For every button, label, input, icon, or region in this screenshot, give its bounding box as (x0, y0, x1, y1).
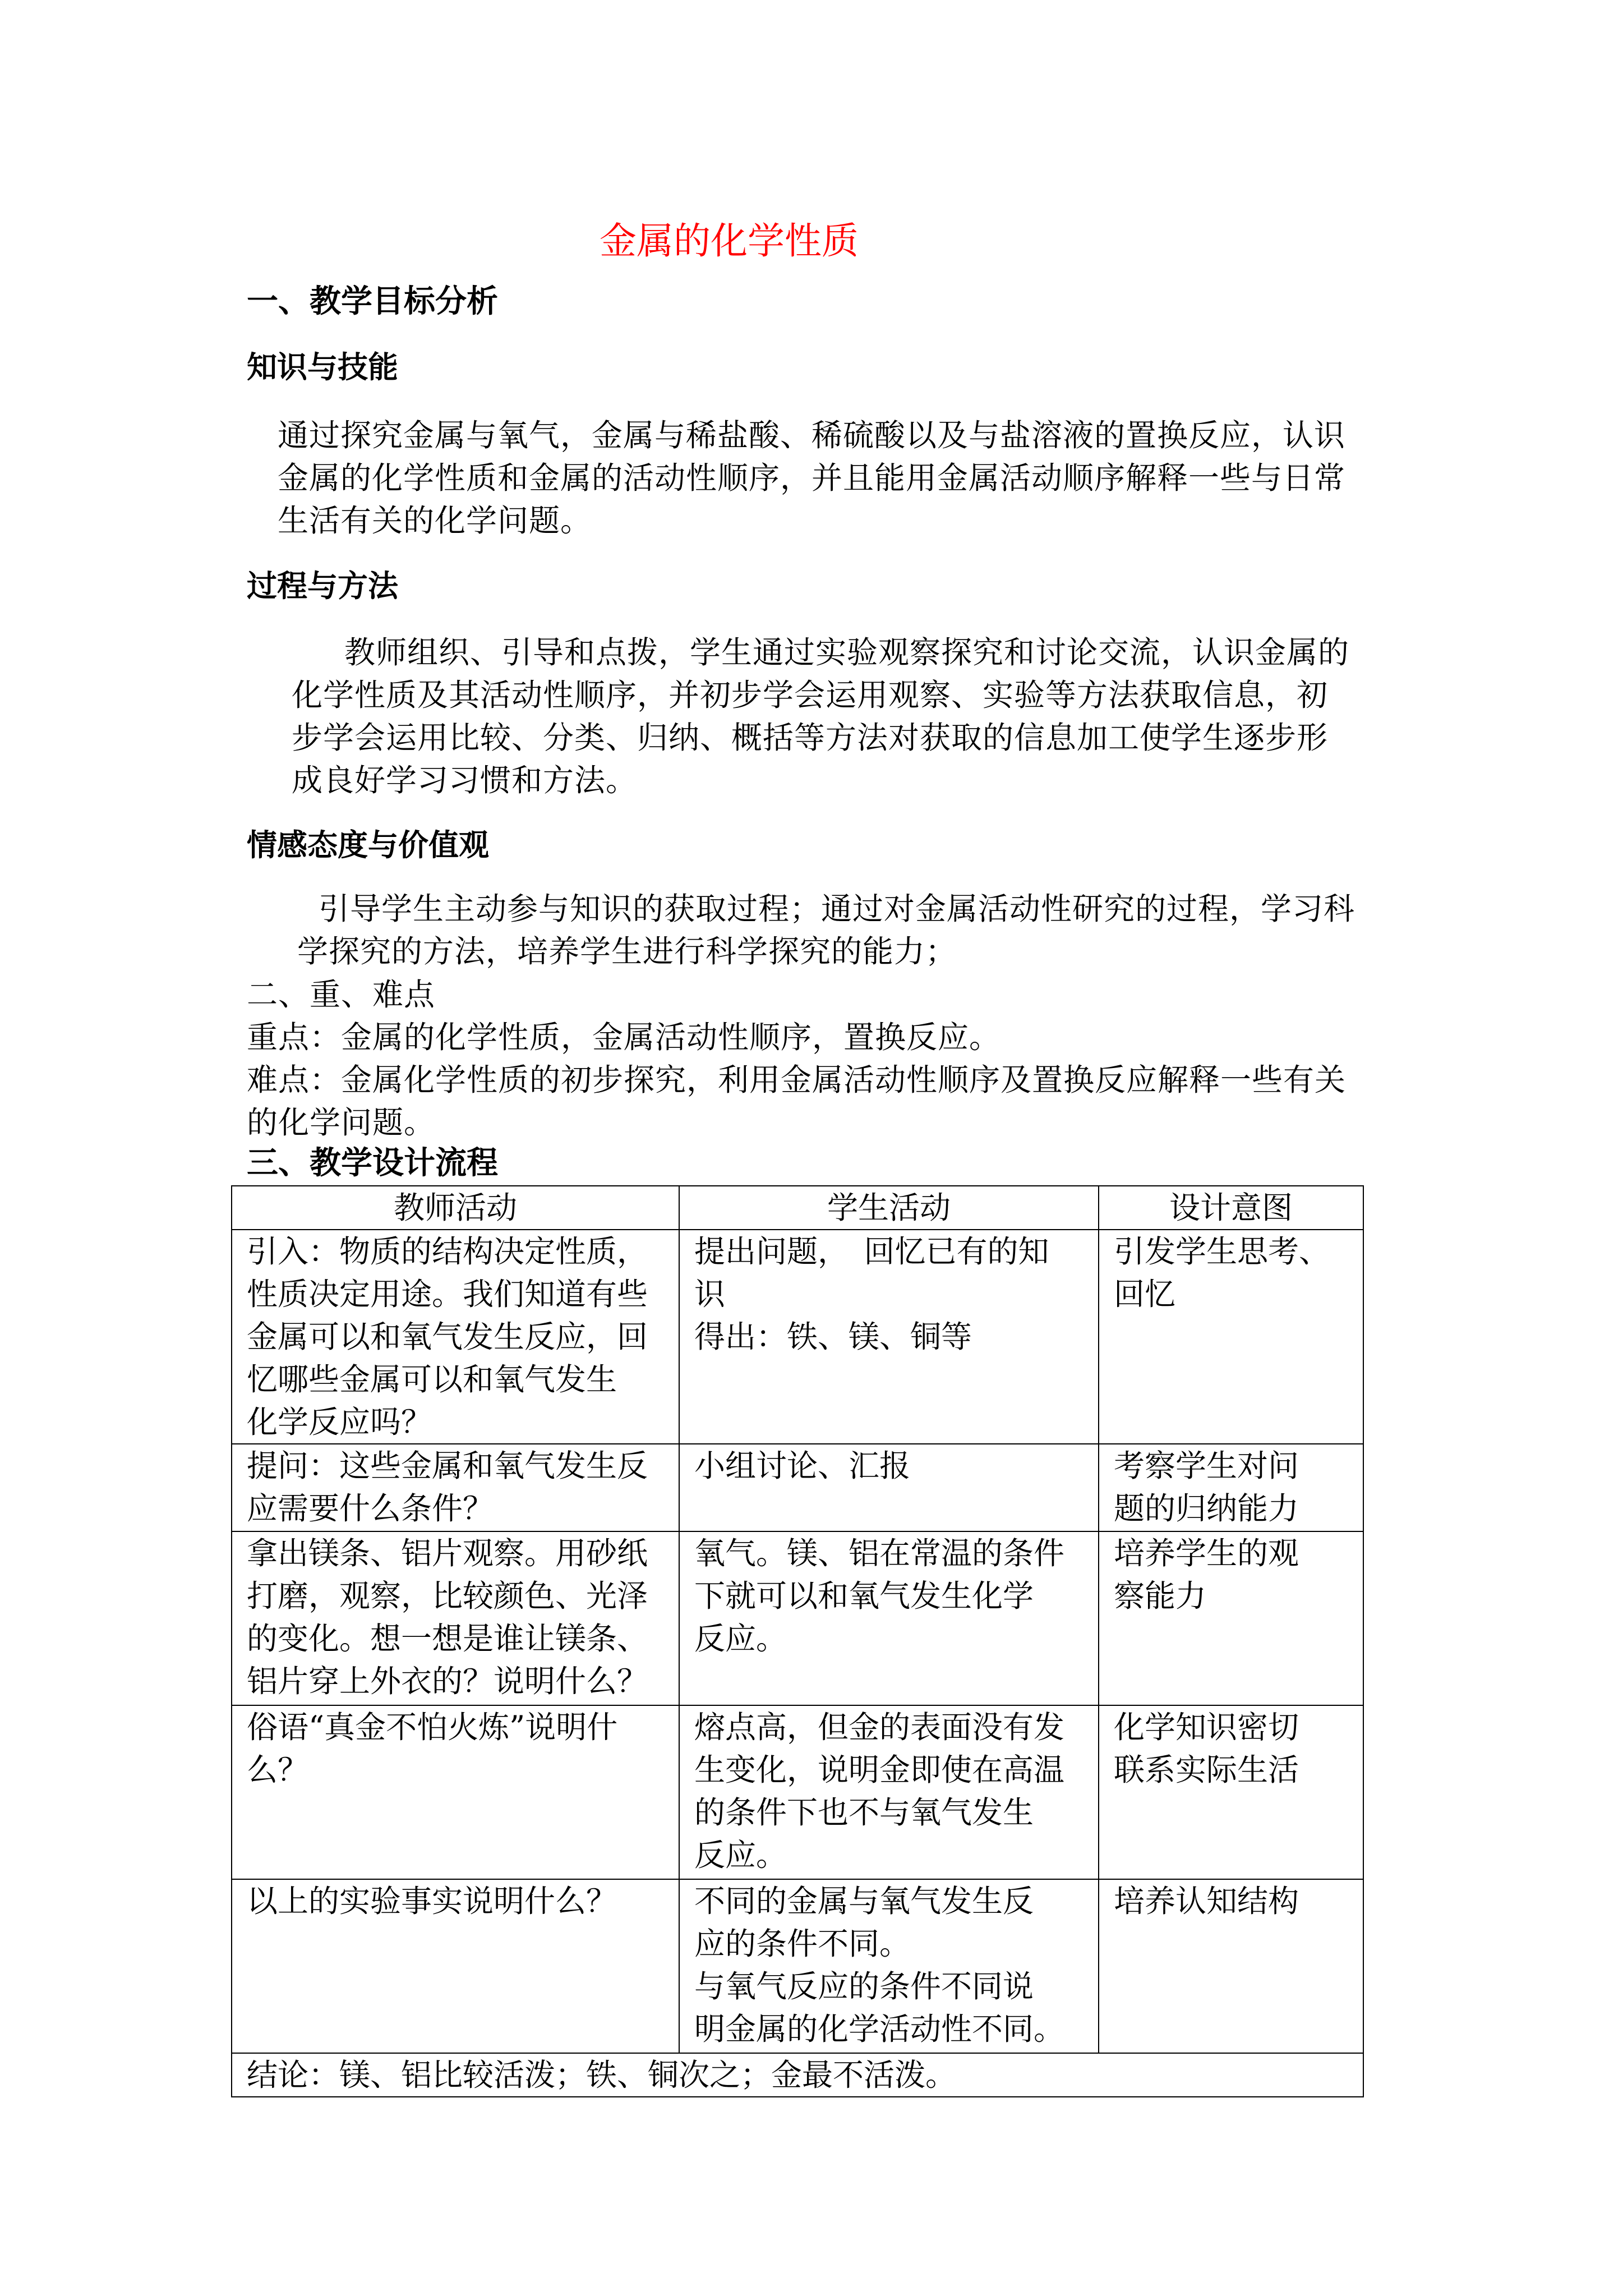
cell-line: 拿出镁条、铝片观察。用砂纸 (247, 1535, 648, 1571)
cell-line: 生变化，说明金即使在高温 (694, 1752, 1065, 1788)
design-intent-cell (1099, 1444, 1363, 1531)
cell-line: 化学反应吗？ (247, 1404, 432, 1440)
teacher-activity-cell (232, 1444, 679, 1531)
design-intent-cell (1099, 1879, 1363, 2053)
cell-line: 应需要什么条件？ (247, 1490, 494, 1526)
cell-line: 察能力 (1114, 1578, 1207, 1614)
subheading-emotion: 情感态度与价值观 (247, 827, 489, 863)
cell-line: 小组讨论、汇报 (694, 1448, 911, 1484)
column-header-student: 学生活动 (679, 1186, 1099, 1230)
design-intent-cell (1099, 1705, 1363, 1879)
table-row (232, 1230, 1363, 1444)
student-activity-cell (679, 1531, 1099, 1705)
key-point-text: 重点：金属的化学性质，金属活动性顺序，置换反应。 (247, 1019, 1001, 1055)
cell-line: 打磨，观察，比较颜色、光泽 (247, 1578, 648, 1614)
student-activity-cell (679, 1230, 1099, 1444)
design-intent-cell (1099, 1531, 1363, 1705)
cell-line: 下就可以和氧气发生化学 (694, 1578, 1034, 1614)
cell-line: 以上的实验事实说明什么？ (247, 1883, 617, 1919)
cell-line: 的条件下也不与氧气发生 (694, 1795, 1034, 1830)
cell-line: 不同的金属与氧气发生反 (694, 1883, 1034, 1919)
teacher-activity-cell (232, 1230, 679, 1444)
teacher-activity-cell (232, 1705, 679, 1879)
cell-line: 熔点高，但金的表面没有发 (694, 1709, 1065, 1745)
cell-line: 么？ (247, 1752, 309, 1788)
student-activity-cell (679, 1879, 1099, 2053)
table-conclusion-row (232, 2053, 1363, 2097)
paragraph-line: 教师组织、引导和点拨，学生通过实验观察探究和讨论交流，认识金属的 (344, 634, 1350, 670)
cell-line: 铝片穿上外衣的？说明什么？ (247, 1663, 648, 1699)
cell-line: 提问：这些金属和氧气发生反 (247, 1448, 648, 1484)
subheading-process: 过程与方法 (247, 568, 398, 604)
knowledge-paragraph (278, 414, 1410, 542)
cell-line: 氧气。镁、铝在常温的条件 (694, 1535, 1065, 1571)
cell-line: 联系实际生活 (1114, 1752, 1299, 1788)
cell-line: 应的条件不同。 (694, 1926, 911, 1962)
paragraph-line: 金属的化学性质和金属的活动性顺序，并且能用金属活动顺序解释一些与日常 (278, 460, 1346, 496)
cell-line: 反应。 (694, 1621, 787, 1657)
cell-line: 得出：铁、镁、铜等 (694, 1319, 972, 1355)
paragraph-line: 化学性质及其活动性顺序，并初步学会运用观察、实验等方法获取信息，初 (292, 677, 1329, 713)
cell-line: 培养学生的观 (1114, 1535, 1299, 1571)
section-heading-key-points: 二、重、难点 (247, 977, 436, 1013)
table-header-row (232, 1186, 1363, 1230)
paragraph-line: 步学会运用比较、分类、归纳、概括等方法对获取的信息加工使学生逐步形 (292, 720, 1329, 756)
table-row (232, 1444, 1363, 1531)
cell-line: 识 (694, 1276, 726, 1312)
table-row (232, 1705, 1363, 1879)
cell-line: 的变化。想一想是谁让镁条、 (247, 1621, 648, 1657)
design-flow-table (231, 1185, 1364, 2097)
teacher-activity-cell (232, 1531, 679, 1705)
cell-line: 忆哪些金属可以和氧气发生 (247, 1361, 617, 1397)
cell-line: 俗语“真金不怕火炼”说明什 (247, 1709, 618, 1745)
cell-line: 金属可以和氧气发生反应，回 (247, 1319, 648, 1355)
paragraph-line: 引导学生主动参与知识的获取过程；通过对金属活动性研究的过程，学习科 (319, 891, 1355, 927)
subheading-knowledge: 知识与技能 (247, 349, 398, 385)
process-paragraph (292, 631, 1419, 802)
cell-line: 提出问题， 回忆已有的知 (694, 1234, 1049, 1269)
cell-line: 题的归纳能力 (1114, 1490, 1299, 1526)
cell-line: 培养认知结构 (1114, 1883, 1299, 1919)
column-header-teacher: 教师活动 (232, 1186, 679, 1230)
paragraph-line: 学探究的方法，培养学生进行科学探究的能力； (297, 933, 957, 969)
section-heading-objectives: 一、教学目标分析 (247, 283, 498, 320)
cell-line: 与氧气反应的条件不同说 (694, 1968, 1034, 2004)
paragraph-line: 的化学问题。 (247, 1105, 436, 1140)
cell-line: 考察学生对问 (1114, 1448, 1299, 1484)
table-row (232, 1879, 1363, 2053)
table-row (232, 1531, 1363, 1705)
cell-line: 化学知识密切 (1114, 1709, 1299, 1745)
teacher-activity-cell (232, 1879, 679, 2053)
student-activity-cell (679, 1705, 1099, 1879)
cell-line: 性质决定用途。我们知道有些 (247, 1276, 648, 1312)
difficult-point-text (247, 1059, 1402, 1144)
paragraph-line: 通过探究金属与氧气，金属与稀盐酸、稀硫酸以及与盐溶液的置换反应，认识 (278, 417, 1346, 453)
paragraph-line: 成良好学习习惯和方法。 (292, 762, 638, 798)
cell-line: 明金属的化学活动性不同。 (694, 2011, 1065, 2047)
paragraph-line: 生活有关的化学问题。 (278, 503, 592, 539)
design-intent-cell (1099, 1230, 1363, 1444)
cell-line: 引入：物质的结构决定性质， (247, 1234, 648, 1269)
cell-line: 回忆 (1114, 1276, 1176, 1312)
cell-line: 反应。 (694, 1837, 787, 1873)
column-header-intent: 设计意图 (1099, 1186, 1363, 1230)
section-heading-design-flow: 三、教学设计流程 (247, 1145, 498, 1181)
conclusion-cell: 结论：镁、铝比较活泼；铁、铜次之；金最不活泼。 (232, 2053, 1363, 2097)
student-activity-cell (679, 1444, 1099, 1531)
paragraph-line: 难点：金属化学性质的初步探究，利用金属活动性顺序及置换反应解释一些有关 (247, 1062, 1347, 1098)
cell-line: 引发学生思考、 (1114, 1234, 1330, 1269)
page-title: 金属的化学性质 (600, 219, 859, 263)
emotion-paragraph (297, 887, 1419, 973)
